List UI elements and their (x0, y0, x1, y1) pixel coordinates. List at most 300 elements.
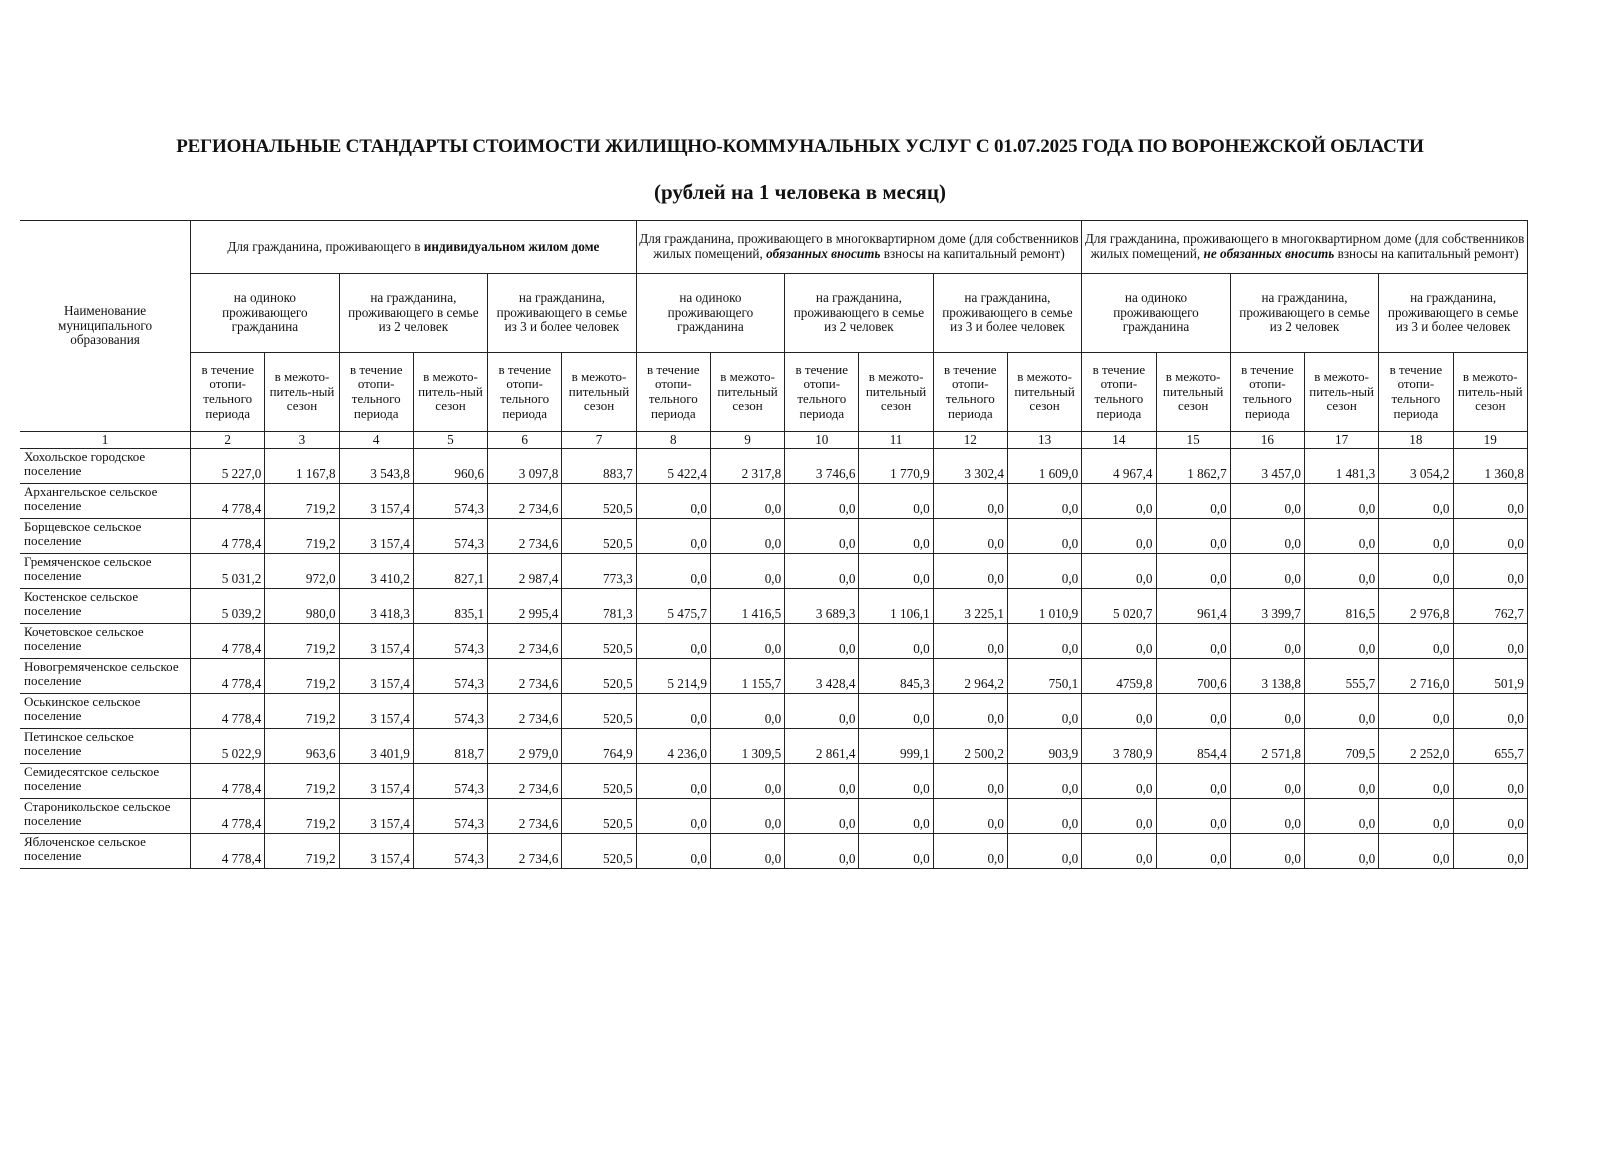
value-cell: 3 157,4 (339, 624, 413, 659)
value-cell: 0,0 (1082, 624, 1156, 659)
value-cell: 827,1 (413, 554, 487, 589)
value-cell: 0,0 (710, 799, 784, 834)
value-cell: 655,7 (1453, 729, 1528, 764)
table-row (20, 589, 1528, 624)
value-cell: 1 609,0 (1007, 449, 1081, 484)
column-number: 7 (562, 432, 636, 449)
value-cell: 0,0 (1156, 554, 1230, 589)
value-cell: 520,5 (562, 659, 636, 694)
value-cell: 999,1 (859, 729, 933, 764)
value-cell: 0,0 (1453, 694, 1528, 729)
value-cell: 0,0 (1305, 764, 1379, 799)
period-heating-header: в течение отопи-тельного периода (191, 353, 265, 432)
municipality-name: Кочетовское сельское поселение (20, 624, 191, 659)
column-number: 19 (1453, 432, 1528, 449)
table-row (20, 449, 1528, 484)
value-cell: 719,2 (265, 694, 339, 729)
value-cell: 3 428,4 (785, 659, 859, 694)
value-cell: 854,4 (1156, 729, 1230, 764)
value-cell: 2 252,0 (1379, 729, 1453, 764)
column-number: 8 (636, 432, 710, 449)
value-cell: 3 302,4 (933, 449, 1007, 484)
value-cell: 0,0 (1007, 764, 1081, 799)
value-cell: 719,2 (265, 519, 339, 554)
period-nonheating-header: в межото-питель-ный сезон (1453, 353, 1528, 432)
column-number: 5 (413, 432, 487, 449)
value-cell: 0,0 (859, 484, 933, 519)
value-cell: 0,0 (785, 519, 859, 554)
value-cell: 835,1 (413, 589, 487, 624)
value-cell: 0,0 (636, 834, 710, 869)
value-cell: 3 225,1 (933, 589, 1007, 624)
table-row (20, 624, 1528, 659)
value-cell: 0,0 (1453, 484, 1528, 519)
group-header-text: Для гражданина, проживающего в многоквартирном доме (для собственников жилых помещений, (639, 231, 1079, 261)
value-cell: 0,0 (859, 624, 933, 659)
value-cell: 719,2 (265, 834, 339, 869)
value-cell: 2 964,2 (933, 659, 1007, 694)
municipality-header: Наименование муниципального образования (20, 221, 191, 432)
value-cell: 520,5 (562, 624, 636, 659)
municipality-name: Новогремяченское сельское поселение (20, 659, 191, 694)
period-heating-header: в течение отопи-тельного периода (1379, 353, 1453, 432)
value-cell: 0,0 (1230, 519, 1304, 554)
value-cell: 903,9 (1007, 729, 1081, 764)
table-row (20, 519, 1528, 554)
group-header-individual-house (191, 221, 637, 274)
value-cell: 1 010,9 (1007, 589, 1081, 624)
period-heating-header: в течение отопи-тельного периода (488, 353, 562, 432)
value-cell: 0,0 (1082, 554, 1156, 589)
value-cell: 4 778,4 (191, 659, 265, 694)
value-cell: 520,5 (562, 834, 636, 869)
document-title: РЕГИОНАЛЬНЫЕ СТАНДАРТЫ СТОИМОСТИ ЖИЛИЩНО-КОММУНАЛЬНЫХ УСЛУГ С 01.07.2025 ГОДА ПО ВОРОНЕЖСКОЙ ОБЛАСТИ (176, 136, 1424, 157)
value-cell: 520,5 (562, 764, 636, 799)
value-cell: 1 416,5 (710, 589, 784, 624)
value-cell: 0,0 (1379, 624, 1453, 659)
value-cell: 1 155,7 (710, 659, 784, 694)
subheader-family-3: на гражданина, проживающего в семье из 3 и более человек (933, 274, 1082, 353)
value-cell: 3 746,6 (785, 449, 859, 484)
value-cell: 773,3 (562, 554, 636, 589)
value-cell: 0,0 (933, 834, 1007, 869)
value-cell: 0,0 (1379, 694, 1453, 729)
value-cell: 520,5 (562, 519, 636, 554)
value-cell: 3 780,9 (1082, 729, 1156, 764)
value-cell: 5 020,7 (1082, 589, 1156, 624)
value-cell: 2 987,4 (488, 554, 562, 589)
value-cell: 3 157,4 (339, 484, 413, 519)
value-cell: 4 236,0 (636, 729, 710, 764)
value-cell: 0,0 (1230, 694, 1304, 729)
value-cell: 750,1 (1007, 659, 1081, 694)
value-cell: 0,0 (933, 554, 1007, 589)
value-cell: 0,0 (1082, 484, 1156, 519)
value-cell: 0,0 (933, 694, 1007, 729)
value-cell: 0,0 (1379, 764, 1453, 799)
value-cell: 719,2 (265, 764, 339, 799)
group-header-text: Для гражданина, проживающего в многоквартирном доме (для собственников жилых помещений, (1084, 231, 1525, 261)
period-heating-header: в течение отопи-тельного периода (785, 353, 859, 432)
group-header-emphasis: обязанных вносить (766, 246, 881, 261)
value-cell: 883,7 (562, 449, 636, 484)
subheader-family-2: на гражданина, проживающего в семье из 2 человек (1230, 274, 1379, 353)
value-cell: 5 039,2 (191, 589, 265, 624)
value-cell: 1 481,3 (1305, 449, 1379, 484)
value-cell: 0,0 (933, 624, 1007, 659)
period-heating-header: в течение отопи-тельного периода (933, 353, 1007, 432)
value-cell: 4 778,4 (191, 834, 265, 869)
value-cell: 0,0 (1305, 834, 1379, 869)
municipality-name: Семидесятское сельское поселение (20, 764, 191, 799)
value-cell: 0,0 (1082, 519, 1156, 554)
value-cell: 4 778,4 (191, 799, 265, 834)
value-cell: 1 309,5 (710, 729, 784, 764)
value-cell: 1 770,9 (859, 449, 933, 484)
period-heating-header: в течение отопи-тельного периода (339, 353, 413, 432)
value-cell: 0,0 (1082, 834, 1156, 869)
value-cell: 520,5 (562, 694, 636, 729)
value-cell: 0,0 (785, 834, 859, 869)
value-cell: 0,0 (1156, 694, 1230, 729)
group-header-text: взносы на капитальный ремонт) (880, 246, 1065, 261)
value-cell: 0,0 (1156, 624, 1230, 659)
value-cell: 0,0 (859, 694, 933, 729)
value-cell: 0,0 (1156, 834, 1230, 869)
value-cell: 0,0 (1156, 799, 1230, 834)
column-number: 13 (1007, 432, 1081, 449)
value-cell: 0,0 (933, 484, 1007, 519)
value-cell: 2 734,6 (488, 484, 562, 519)
value-cell: 3 689,3 (785, 589, 859, 624)
value-cell: 0,0 (1453, 764, 1528, 799)
value-cell: 1 862,7 (1156, 449, 1230, 484)
value-cell: 0,0 (1453, 519, 1528, 554)
value-cell: 2 734,6 (488, 659, 562, 694)
value-cell: 0,0 (859, 554, 933, 589)
period-nonheating-header: в межото-питель-ный сезон (413, 353, 487, 432)
value-cell: 0,0 (1453, 834, 1528, 869)
period-heating-header: в течение отопи-тельного периода (1082, 353, 1156, 432)
municipality-name: Петинское сельское поселение (20, 729, 191, 764)
value-cell: 0,0 (933, 764, 1007, 799)
value-cell: 3 543,8 (339, 449, 413, 484)
value-cell: 5 031,2 (191, 554, 265, 589)
column-number: 16 (1230, 432, 1304, 449)
value-cell: 0,0 (1230, 834, 1304, 869)
value-cell: 845,3 (859, 659, 933, 694)
value-cell: 0,0 (1007, 484, 1081, 519)
value-cell: 4 778,4 (191, 764, 265, 799)
value-cell: 520,5 (562, 799, 636, 834)
subheader-single: на одиноко проживающего гражданина (191, 274, 340, 353)
column-number: 2 (191, 432, 265, 449)
value-cell: 0,0 (710, 834, 784, 869)
value-cell: 3 157,4 (339, 694, 413, 729)
value-cell: 960,6 (413, 449, 487, 484)
value-cell: 0,0 (1305, 484, 1379, 519)
value-cell: 0,0 (636, 624, 710, 659)
value-cell: 0,0 (1379, 834, 1453, 869)
value-cell: 4 778,4 (191, 694, 265, 729)
value-cell: 3 157,4 (339, 764, 413, 799)
column-number-row (20, 432, 1528, 449)
column-number: 9 (710, 432, 784, 449)
value-cell: 574,3 (413, 484, 487, 519)
value-cell: 0,0 (636, 554, 710, 589)
group-header-text: Для гражданина, проживающего в (227, 238, 424, 254)
value-cell: 0,0 (1453, 554, 1528, 589)
value-cell: 0,0 (859, 519, 933, 554)
value-cell: 980,0 (265, 589, 339, 624)
value-cell: 0,0 (636, 484, 710, 519)
value-cell: 2 861,4 (785, 729, 859, 764)
value-cell: 0,0 (636, 799, 710, 834)
value-cell: 1 106,1 (859, 589, 933, 624)
value-cell: 574,3 (413, 624, 487, 659)
table-row (20, 484, 1528, 519)
value-cell: 2 500,2 (933, 729, 1007, 764)
column-number: 6 (488, 432, 562, 449)
value-cell: 520,5 (562, 484, 636, 519)
period-nonheating-header: в межото-питель-ный сезон (265, 353, 339, 432)
value-cell: 3 399,7 (1230, 589, 1304, 624)
value-cell: 2 734,6 (488, 694, 562, 729)
value-cell: 0,0 (1230, 764, 1304, 799)
value-cell: 0,0 (859, 799, 933, 834)
value-cell: 1 167,8 (265, 449, 339, 484)
value-cell: 0,0 (1156, 764, 1230, 799)
subheader-single: на одиноко проживающего гражданина (636, 274, 785, 353)
municipality-name: Оськинское сельское поселение (20, 694, 191, 729)
value-cell: 3 157,4 (339, 659, 413, 694)
period-nonheating-header: в межото-пительный сезон (1007, 353, 1081, 432)
value-cell: 0,0 (1305, 799, 1379, 834)
value-cell: 3 157,4 (339, 799, 413, 834)
group-header-emphasis: индивидуальном жилом доме (423, 238, 600, 254)
value-cell: 781,3 (562, 589, 636, 624)
value-cell: 574,3 (413, 799, 487, 834)
value-cell: 0,0 (710, 764, 784, 799)
value-cell: 0,0 (1453, 799, 1528, 834)
value-cell: 555,7 (1305, 659, 1379, 694)
municipality-name: Хохольское городское поселение (20, 449, 191, 484)
value-cell: 0,0 (1305, 519, 1379, 554)
group-header-apartment-obliged (636, 221, 1082, 274)
value-cell: 719,2 (265, 659, 339, 694)
value-cell: 0,0 (1305, 554, 1379, 589)
value-cell: 3 410,2 (339, 554, 413, 589)
value-cell: 2 734,6 (488, 834, 562, 869)
value-cell: 719,2 (265, 799, 339, 834)
value-cell: 574,3 (413, 764, 487, 799)
period-nonheating-header: в межото-пительный сезон (562, 353, 636, 432)
municipality-name: Староникольское сельское поселение (20, 799, 191, 834)
value-cell: 3 457,0 (1230, 449, 1304, 484)
column-number: 12 (933, 432, 1007, 449)
subheader-family-2: на гражданина, проживающего в семье из 2 человек (785, 274, 934, 353)
municipality-name: Архангельское сельское поселение (20, 484, 191, 519)
value-cell: 0,0 (1007, 554, 1081, 589)
value-cell: 574,3 (413, 519, 487, 554)
column-number: 3 (265, 432, 339, 449)
value-cell: 0,0 (785, 799, 859, 834)
municipality-name: Борщевское сельское поселение (20, 519, 191, 554)
value-cell: 3 157,4 (339, 519, 413, 554)
group-header-apartment-not-obliged (1082, 221, 1528, 274)
value-cell: 0,0 (1230, 624, 1304, 659)
value-cell: 574,3 (413, 694, 487, 729)
municipality-name: Яблоченское сельское поселение (20, 834, 191, 869)
value-cell: 3 401,9 (339, 729, 413, 764)
column-number: 17 (1305, 432, 1379, 449)
value-cell: 2 734,6 (488, 799, 562, 834)
value-cell: 0,0 (710, 519, 784, 554)
column-number: 18 (1379, 432, 1453, 449)
table-row (20, 834, 1528, 869)
value-cell: 4759,8 (1082, 659, 1156, 694)
value-cell: 0,0 (1230, 554, 1304, 589)
standards-table (20, 220, 1528, 869)
value-cell: 0,0 (1230, 799, 1304, 834)
value-cell: 719,2 (265, 484, 339, 519)
value-cell: 818,7 (413, 729, 487, 764)
municipality-name: Гремяченское сельское поселение (20, 554, 191, 589)
value-cell: 3 418,3 (339, 589, 413, 624)
value-cell: 0,0 (1379, 519, 1453, 554)
value-cell: 0,0 (710, 624, 784, 659)
value-cell: 963,6 (265, 729, 339, 764)
value-cell: 0,0 (1156, 484, 1230, 519)
value-cell: 5 227,0 (191, 449, 265, 484)
value-cell: 0,0 (636, 764, 710, 799)
value-cell: 0,0 (1082, 764, 1156, 799)
value-cell: 5 214,9 (636, 659, 710, 694)
value-cell: 972,0 (265, 554, 339, 589)
value-cell: 709,5 (1305, 729, 1379, 764)
value-cell: 0,0 (785, 484, 859, 519)
value-cell: 0,0 (859, 764, 933, 799)
value-cell: 0,0 (710, 484, 784, 519)
value-cell: 2 734,6 (488, 519, 562, 554)
table-body (20, 449, 1528, 869)
value-cell: 0,0 (1007, 694, 1081, 729)
period-heating-header: в течение отопи-тельного периода (636, 353, 710, 432)
value-cell: 0,0 (1305, 694, 1379, 729)
value-cell: 2 976,8 (1379, 589, 1453, 624)
municipality-name: Костенское сельское поселение (20, 589, 191, 624)
value-cell: 0,0 (1007, 519, 1081, 554)
value-cell: 501,9 (1453, 659, 1528, 694)
value-cell: 2 979,0 (488, 729, 562, 764)
value-cell: 0,0 (1007, 834, 1081, 869)
value-cell: 4 778,4 (191, 624, 265, 659)
value-cell: 5 022,9 (191, 729, 265, 764)
value-cell: 0,0 (636, 694, 710, 729)
value-cell: 0,0 (785, 624, 859, 659)
value-cell: 0,0 (785, 694, 859, 729)
value-cell: 4 967,4 (1082, 449, 1156, 484)
value-cell: 0,0 (785, 554, 859, 589)
subheader-single: на одиноко проживающего гражданина (1082, 274, 1231, 353)
value-cell: 0,0 (1379, 799, 1453, 834)
value-cell: 2 734,6 (488, 764, 562, 799)
value-cell: 0,0 (1379, 484, 1453, 519)
subheader-family-3: на гражданина, проживающего в семье из 3 и более человек (1379, 274, 1528, 353)
value-cell: 5 422,4 (636, 449, 710, 484)
value-cell: 2 317,8 (710, 449, 784, 484)
value-cell: 2 571,8 (1230, 729, 1304, 764)
column-number: 1 (20, 432, 191, 449)
value-cell: 0,0 (710, 554, 784, 589)
table-row (20, 729, 1528, 764)
value-cell: 574,3 (413, 659, 487, 694)
value-cell: 3 138,8 (1230, 659, 1304, 694)
value-cell: 0,0 (1007, 799, 1081, 834)
value-cell: 3 097,8 (488, 449, 562, 484)
column-number: 14 (1082, 432, 1156, 449)
value-cell: 0,0 (859, 834, 933, 869)
value-cell: 0,0 (785, 764, 859, 799)
column-number: 10 (785, 432, 859, 449)
value-cell: 0,0 (933, 519, 1007, 554)
value-cell: 4 778,4 (191, 484, 265, 519)
column-number: 15 (1156, 432, 1230, 449)
value-cell: 574,3 (413, 834, 487, 869)
value-cell: 0,0 (1305, 624, 1379, 659)
value-cell: 1 360,8 (1453, 449, 1528, 484)
table-row (20, 554, 1528, 589)
group-header-emphasis: не обязанных вносить (1203, 246, 1335, 261)
period-nonheating-header: в межото-пительный сезон (859, 353, 933, 432)
value-cell: 764,9 (562, 729, 636, 764)
value-cell: 0,0 (1082, 799, 1156, 834)
value-cell: 0,0 (1156, 519, 1230, 554)
table-row (20, 799, 1528, 834)
value-cell: 5 475,7 (636, 589, 710, 624)
value-cell: 0,0 (933, 799, 1007, 834)
value-cell: 762,7 (1453, 589, 1528, 624)
table-row (20, 764, 1528, 799)
period-heating-header: в течение отопи-тельного периода (1230, 353, 1304, 432)
value-cell: 0,0 (710, 694, 784, 729)
table-row (20, 694, 1528, 729)
value-cell: 0,0 (636, 519, 710, 554)
document-subtitle: (рублей на 1 человека в месяц) (653, 180, 946, 204)
value-cell: 700,6 (1156, 659, 1230, 694)
value-cell: 0,0 (1379, 554, 1453, 589)
value-cell: 816,5 (1305, 589, 1379, 624)
subheader-family-2: на гражданина, проживающего в семье из 2 человек (339, 274, 488, 353)
value-cell: 3 054,2 (1379, 449, 1453, 484)
period-nonheating-header: в межото-пительный сезон (1156, 353, 1230, 432)
subheader-family-3: на гражданина, проживающего в семье из 3 и более человек (488, 274, 637, 353)
value-cell: 3 157,4 (339, 834, 413, 869)
period-nonheating-header: в межото-пительный сезон (710, 353, 784, 432)
value-cell: 961,4 (1156, 589, 1230, 624)
value-cell: 2 716,0 (1379, 659, 1453, 694)
value-cell: 2 995,4 (488, 589, 562, 624)
value-cell: 0,0 (1007, 624, 1081, 659)
value-cell: 4 778,4 (191, 519, 265, 554)
value-cell: 0,0 (1230, 484, 1304, 519)
column-number: 4 (339, 432, 413, 449)
column-number: 11 (859, 432, 933, 449)
group-header-text: взносы на капитальный ремонт) (1334, 246, 1519, 261)
value-cell: 2 734,6 (488, 624, 562, 659)
value-cell: 0,0 (1453, 624, 1528, 659)
table-row (20, 659, 1528, 694)
